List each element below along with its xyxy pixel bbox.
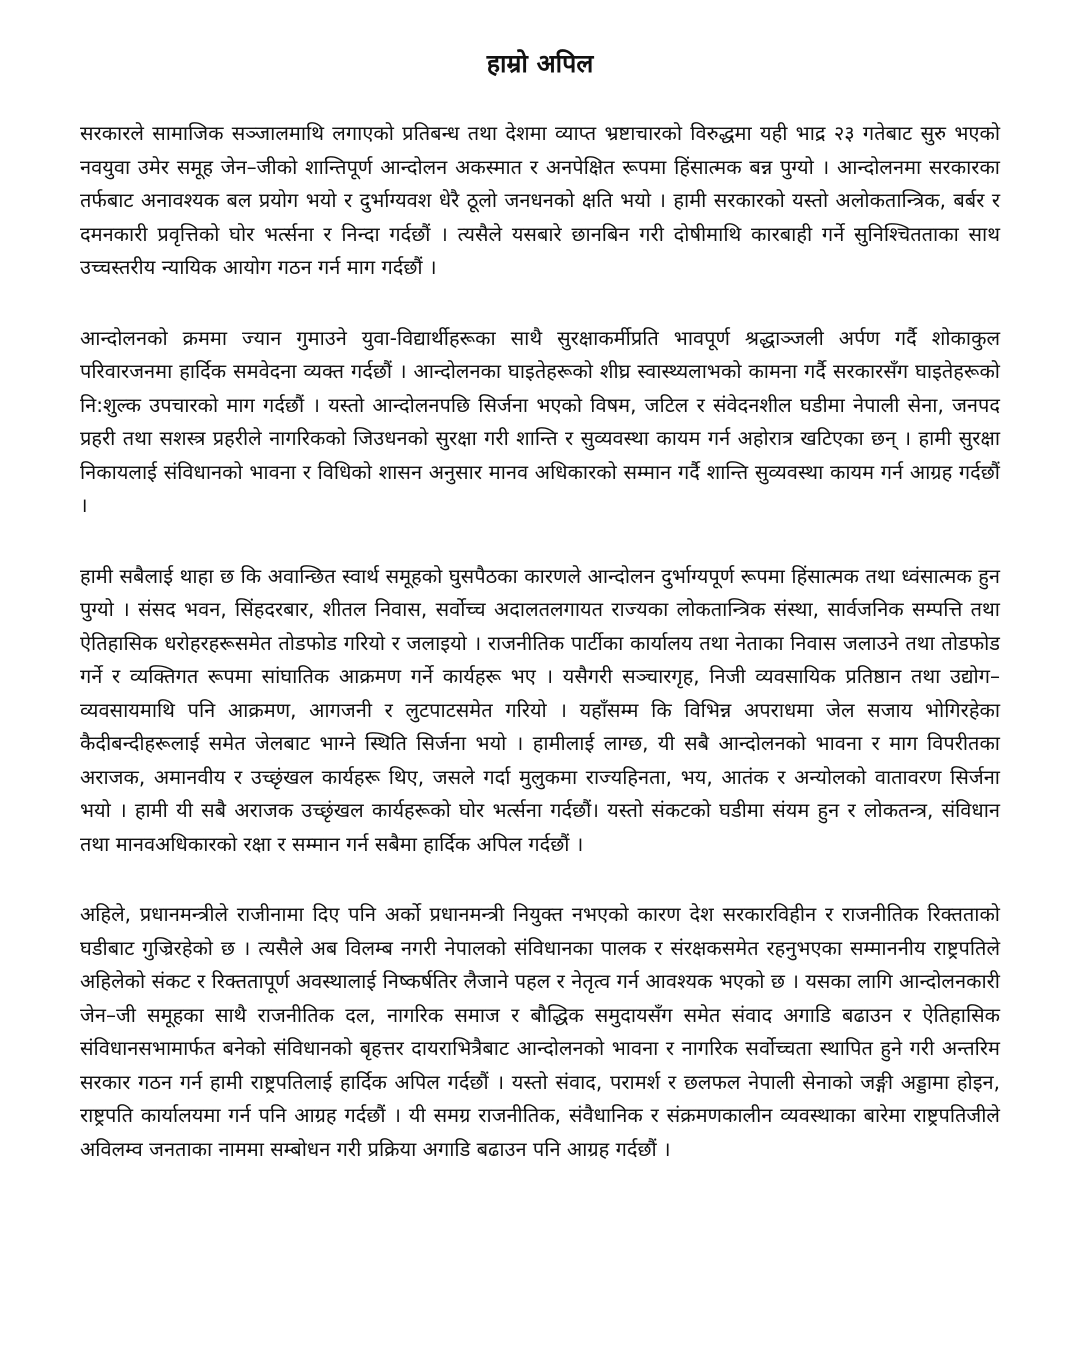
- paragraph-3: हामी सबैलाई थाहा छ कि अवान्छित स्वार्थ समूहको घुसपैठका कारणले आन्दोलन दुर्भाग्यपूर्ण रूपमा हिंसात्मक तथा ध्वंसात्मक हुन पुग्यो । संसद भवन, सिंहदरबार, शीतल निवास, सर्वोच्च अदालतलगायत राज्यका लोकतान्त्रिक संस्था, सार्वजनिक सम्पत्ति तथा ऐतिहासिक धरोहरहरूसमेत तोडफोड गरियो र जलाइयो । राजनीतिक पार्टीका कार्यालय तथा नेताका निवास जलाउने तथा तोडफोड गर्ने र व्यक्तिगत रूपमा सांघातिक आक्रमण गर्ने कार्यहरू भए । यसैगरी सञ्चारगृह, निजी व्यवसायिक प्रतिष्ठान तथा उद्योग–व्यवसायमाथि पनि आक्रमण, आगजनी र लुटपाटसमेत गरियो । यहाँसम्म कि विभिन्न अपराधमा जेल सजाय भोगिरहेका कैदीबन्दीहरूलाई समेत जेलबाट भाग्ने स्थिति सिर्जना भयो । हामीलाई लाग्छ, यी सबै आन्दोलनको भावना र माग विपरीतका अराजक, अमानवीय र उच्छृंखल कार्यहरू थिए, जसले गर्दा मुलुकमा राज्यहिनता, भय, आतंक र अन्योलको वातावरण सिर्जना भयो । हामी यी सबै अराजक उच्छृंखल कार्यहरूको घोर भर्त्सना गर्दछौं। यस्तो संकटको घडीमा संयम हुन र लोकतन्त्र, संविधान तथा मानवअधिकारको रक्षा र सम्मान गर्न सबैमा हार्दिक अपिल गर्दछौं ।: [80, 563, 1000, 856]
- paragraph-4: अहिले, प्रधानमन्त्रीले राजीनामा दिए पनि अर्को प्रधानमन्त्री नियुक्त नभएको कारण देश सरकारविहीन र राजनीतिक रिक्तताको घडीबाट गुज्रिरहेको छ । त्यसैले अब विलम्ब नगरी नेपालको संविधानका पालक र संरक्षकसमेत रहनुभएका सम्माननीय राष्ट्रपतिले अहिलेको संकट र रिक्ततापूर्ण अवस्थालाई निष्कर्षतिर लैजाने पहल र नेतृत्व गर्न आवश्यक भएको छ । यसका लागि आन्दोलनकारी जेन–जी समूहका साथै राजनीतिक दल, नागरिक समाज र बौद्धिक समुदायसँग समेत संवाद अगाडि बढाउन र ऐतिहासिक संविधानसभामार्फत बनेको संविधानको बृहत्तर दायराभित्रैबाट आन्दोलनको भावना र नागरिक सर्वोच्चता स्थापित हुने गरी अन्तरिम सरकार गठन गर्न हामी राष्ट्रपतिलाई हार्दिक अपिल गर्दछौं । यस्तो संवाद, परामर्श र छलफल नेपाली सेनाको जङ्गी अड्डामा होइन, राष्ट्रपति कार्यालयमा गर्न पनि आग्रह गर्दछौं । यी समग्र राजनीतिक, संवैधानिक र संक्रमणकालीन व्यवस्थाका बारेमा राष्ट्रपतिजीले अविलम्व जनताका नाममा सम्बोधन गरी प्रक्रिया अगाडि बढाउन पनि आग्रह गर्दछौं ।: [80, 902, 1000, 1161]
- document-page: [80, 44, 1000, 1166]
- document-title: हाम्रो अपिल: [486, 49, 594, 78]
- paragraph-2: आन्दोलनको क्रममा ज्यान गुमाउने युवा-विद्यार्थीहरूका साथै सुरक्षाकर्मीप्रति भावपूर्ण श्रद्धाञ्जली अर्पण गर्दै शोकाकुल परिवारजनमा हार्दिक समवेदना व्यक्त गर्दछौं । आन्दोलनका घाइतेहरूको शीघ्र स्वास्थ्यलाभको कामना गर्दै सरकारसँग घाइतेहरूको नि:शुल्क उपचारको माग गर्दछौं । यस्तो आन्दोलनपछि सिर्जना भएको विषम, जटिल र संवेदनशील घडीमा नेपाली सेना, जनपद प्रहरी तथा सशस्त्र प्रहरीले नागरिकको जिउधनको सुरक्षा गरी शान्ति र सुव्यवस्था कायम गर्न अहोरात्र खटिएका छन् । हामी सुरक्षा निकायलाई संविधानको भावना र विधिको शासन अनुसार मानव अधिकारको सम्मान गर्दै शान्ति सुव्यवस्था कायम गर्न आग्रह गर्दछौं ।: [80, 325, 1000, 517]
- paragraph-1: सरकारले सामाजिक सञ्जालमाथि लगाएको प्रतिबन्ध तथा देशमा व्याप्त भ्रष्टाचारको विरुद्धमा यही भाद्र २३ गतेबाट सुरु भएको नवयुवा उमेर समूह जेन–जीको शान्तिपूर्ण आन्दोलन अकस्मात र अनपेक्षित रूपमा हिंसात्मक बन्न पुग्यो । आन्दोलनमा सरकारका तर्फबाट अनावश्यक बल प्रयोग भयो र दुर्भाग्यवश धेरै ठूलो जनधनको क्षति भयो । हामी सरकारको यस्तो अलोकतान्त्रिक, बर्बर र दमनकारी प्रवृत्तिको घोर भर्त्सना र निन्दा गर्दछौं । त्यसैले यसबारे छानबिन गरी दोषीमाथि कारबाही गर्ने सुनिश्चितताका साथ उच्चस्तरीय न्यायिक आयोग गठन गर्न माग गर्दछौं ।: [80, 121, 1000, 279]
